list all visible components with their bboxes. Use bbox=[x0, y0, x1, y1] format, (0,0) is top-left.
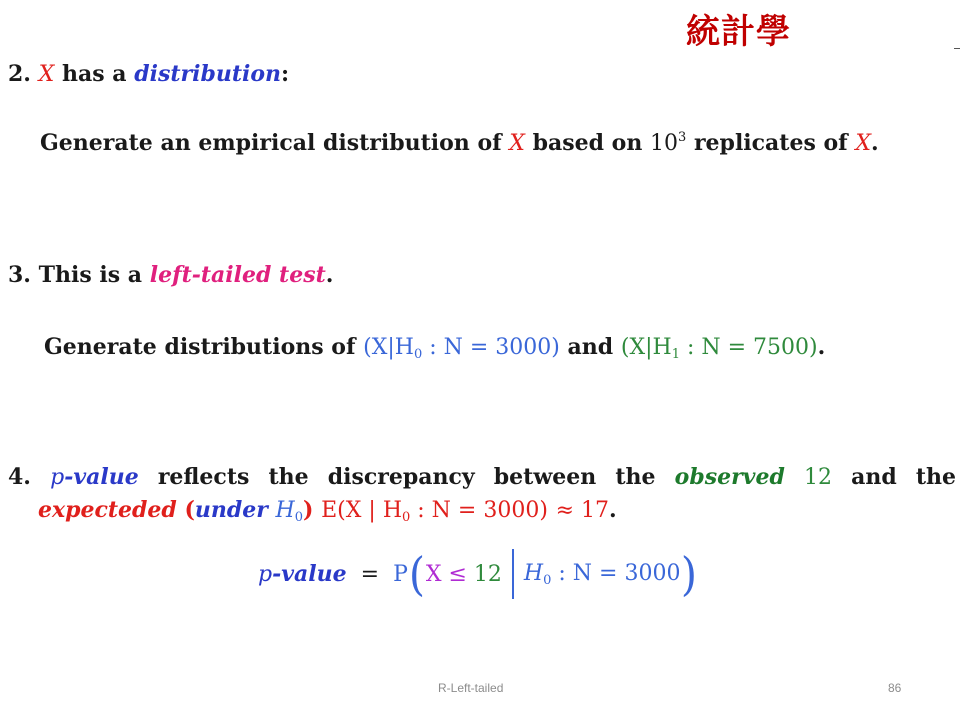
p-value-formula bbox=[258, 547, 698, 601]
period: . bbox=[325, 262, 334, 288]
period: . bbox=[609, 497, 617, 523]
expected-value: ≈ 17 bbox=[555, 498, 610, 523]
text-has-a: has a bbox=[61, 61, 127, 87]
variable-x: X bbox=[855, 131, 871, 156]
value-observed: 12 bbox=[803, 465, 832, 490]
expr-h1: ($X|H_1$ : N = 7500) bbox=[620, 335, 818, 362]
keyword-expecteded: expecteded bbox=[38, 497, 177, 523]
equals-sign: = bbox=[360, 561, 380, 587]
header-divider bbox=[954, 48, 960, 49]
item-number: 4. bbox=[8, 464, 31, 490]
period: . bbox=[871, 130, 879, 156]
keyword-distribution: distribution bbox=[134, 61, 282, 87]
text-based-on: based on bbox=[532, 130, 643, 156]
item-3-heading bbox=[8, 264, 333, 286]
page-number: 86 bbox=[888, 681, 902, 695]
open-paren: ( bbox=[408, 547, 425, 601]
formula-twelve: 12 bbox=[473, 561, 502, 587]
variable-x: X bbox=[509, 131, 525, 156]
item-2-heading bbox=[8, 63, 289, 86]
text-and-the: and the bbox=[851, 464, 956, 490]
text-replicates-of: replicates of bbox=[693, 130, 848, 156]
footer-title: R-Left-tailed bbox=[438, 681, 504, 695]
item-number: 3. bbox=[8, 262, 31, 288]
under-clause: (under $H_0$) bbox=[184, 497, 314, 525]
item-3-body bbox=[44, 336, 825, 361]
variable-x: X bbox=[38, 62, 55, 87]
keyword-left-tailed-test: left-tailed test bbox=[149, 262, 326, 288]
item-2-body bbox=[40, 131, 879, 155]
item-number: 2. bbox=[8, 61, 31, 87]
close-paren: ) bbox=[681, 547, 698, 601]
formula-x-le: X ≤ bbox=[425, 561, 467, 587]
text-this-is-a: This is a bbox=[38, 262, 143, 288]
period: . bbox=[817, 334, 826, 360]
formula-condition: $H_0$ : N = 3000 bbox=[523, 560, 681, 588]
text-generate-distributions: Generate distributions of bbox=[44, 334, 356, 360]
power-ten: $10^3$ bbox=[650, 130, 687, 156]
keyword-observed: observed bbox=[674, 464, 785, 490]
formula-p-value-label: p-value bbox=[258, 560, 347, 587]
keyword-p-value: p-value bbox=[50, 464, 139, 490]
probability-symbol: P bbox=[393, 561, 408, 587]
slide-header-title: 統計學 bbox=[686, 12, 791, 52]
text-reflects: reflects the discrepancy between the bbox=[157, 464, 656, 490]
expr-h0: ($X|H_0$ : N = 3000) bbox=[363, 335, 560, 362]
item-4-line-1 bbox=[8, 466, 956, 489]
colon: : bbox=[281, 61, 290, 87]
conditional-bar bbox=[512, 549, 514, 599]
text-generate: Generate an empirical distribution of bbox=[40, 130, 502, 156]
text-and: and bbox=[567, 334, 614, 360]
expectation-expr: E(X | $H_0$ : N = 3000) bbox=[321, 498, 548, 525]
item-4-line-2 bbox=[38, 499, 617, 524]
